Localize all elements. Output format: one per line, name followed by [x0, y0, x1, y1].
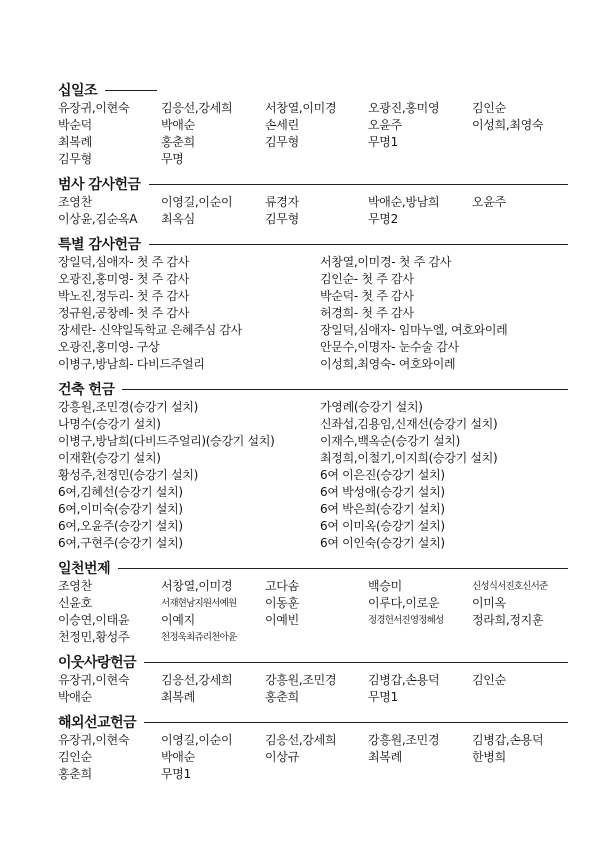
donor-entry: 박애순,방남희 [368, 195, 440, 209]
section-header [58, 174, 568, 194]
donor-entry: 이병구,방남희(다비드주얼리)(승강기 설치) [58, 434, 275, 448]
donor-entry: 장일덕,심애자- 첫 주 감사 [58, 255, 190, 269]
donor-entry: 서재현남지원서예원 [161, 598, 237, 609]
donor-entry: 이영길,이순이 [161, 733, 233, 747]
donor-entry: 이예지 [161, 613, 195, 627]
section-divider [118, 568, 568, 569]
donor-entry: 최복례 [58, 135, 92, 149]
donor-entry: 6여 이인숙(승강기 설치) [320, 536, 445, 550]
offering-section [58, 712, 568, 783]
donor-entry: 오광진,홍미영- 첫 주 감사 [58, 272, 190, 286]
donor-entry: 6여,김혜선(승강기 설치) [58, 485, 183, 499]
section-title: 건축 헌금 [58, 382, 115, 398]
donor-entry: 신윤호 [58, 596, 92, 610]
donor-entry: 나명수(승강기 설치) [58, 417, 161, 431]
donor-entry: 정라희,정지훈 [472, 613, 544, 627]
donor-entry: 이병구,방남희- 다비드주얼리 [58, 357, 205, 371]
donor-entry: 강흥원,조민경(승강기 설치) [58, 400, 199, 414]
donor-entry: 고다솜 [265, 579, 299, 593]
donor-entry: 손세린 [265, 118, 299, 132]
donor-entry: 박애순 [161, 750, 195, 764]
donor-entry: 김인순 [472, 673, 506, 687]
donor-entry: 서창열,이미경 [161, 579, 233, 593]
section-title: 일천번제 [58, 561, 111, 577]
donor-entry: 이승연,이태윤 [58, 613, 130, 627]
donor-entry: 강흥원,조민경 [368, 733, 440, 747]
donor-entry: 이루다,이로운 [368, 596, 440, 610]
section-title: 특별 감사헌금 [58, 237, 141, 253]
donor-entry [368, 629, 472, 646]
donor-entry [265, 151, 368, 168]
donor-entry: 최옥심 [161, 212, 195, 226]
name-grid [58, 672, 568, 706]
donor-entry: 유장귀,이현숙 [58, 673, 130, 687]
section-title: 해외선교헌금 [58, 715, 137, 731]
offering-section [58, 652, 568, 706]
donor-entry: 무명1 [368, 135, 398, 149]
donor-entry [472, 134, 572, 151]
donor-entry: 서창열,이미경- 첫 주 감사 [320, 255, 452, 269]
section-header [58, 558, 568, 578]
donor-entry: 이예빈 [265, 613, 299, 627]
donor-entry [472, 151, 572, 168]
section-divider [149, 184, 568, 185]
donor-entry: 박순덕 [58, 118, 92, 132]
donor-entry: 이성희,최영숙 [472, 118, 544, 132]
name-grid [58, 100, 568, 168]
donor-entry: 김인순 [472, 101, 506, 115]
donor-entry: 6여 박은희(승강기 설치) [320, 502, 445, 516]
donor-entry: 안문수,이명자- 눈수술 감사 [320, 340, 459, 354]
donor-entry: 이재수,백옥순(승강기 설치) [320, 434, 461, 448]
donor-entry: 한병희 [472, 750, 506, 764]
donor-entry: 6여,오윤주(승강기 설치) [58, 519, 183, 533]
section-divider [122, 389, 568, 390]
donor-entry: 류경자 [265, 195, 299, 209]
donor-entry: 6여 이은진(승강기 설치) [320, 468, 445, 482]
section-header [58, 80, 568, 100]
donor-entry: 오윤주 [472, 195, 506, 209]
section-divider [105, 90, 157, 91]
donor-entry: 오광진,홍미영 [368, 101, 440, 115]
donor-entry: 이상윤,김순옥A [58, 212, 138, 226]
donor-entry: 허경희- 첫 주 감사 [320, 306, 414, 320]
donor-entry: 정규원,공창례- 첫 주 감사 [58, 306, 190, 320]
section-divider [149, 244, 568, 245]
offering-section [58, 234, 568, 373]
donor-entry: 김응선,강세희 [265, 733, 337, 747]
donor-entry [265, 629, 368, 646]
name-grid [58, 254, 568, 373]
donor-entry: 홍춘희 [265, 690, 299, 704]
donor-entry [472, 211, 572, 228]
donor-entry: 최복례 [161, 690, 195, 704]
donor-entry: 무명1 [368, 690, 398, 704]
donor-entry: 최복례 [368, 750, 402, 764]
section-header [58, 234, 568, 254]
offering-section [58, 174, 568, 228]
donor-entry: 이성희,최영숙- 여호와이레 [320, 357, 456, 371]
donor-entry: 황성주,천정민(승강기 설치) [58, 468, 199, 482]
donor-entry: 6여,구현주(승강기 설치) [58, 536, 183, 550]
donor-entry: 6여 이미옥(승강기 설치) [320, 519, 445, 533]
donor-entry: 이상규 [265, 750, 299, 764]
donor-entry: 박노진,정두리- 첫 주 감사 [58, 289, 190, 303]
donor-entry: 김무형 [265, 212, 299, 226]
donor-entry: 장세란- 신약일독학교 은혜주심 감사 [58, 323, 242, 337]
donor-entry: 유장귀,이현숙 [58, 733, 130, 747]
donor-entry [472, 766, 572, 783]
section-title: 십일조 [58, 83, 98, 99]
section-header [58, 379, 568, 399]
donor-entry: 김응선,강세희 [161, 101, 233, 115]
donor-entry: 무명 [161, 152, 184, 166]
donor-entry: 조영찬 [58, 195, 92, 209]
donor-entry: 무명1 [161, 767, 191, 781]
donor-entry [265, 766, 368, 783]
section-header [58, 712, 568, 732]
section-title: 범사 감사헌금 [58, 177, 141, 193]
section-title: 이웃사랑헌금 [58, 655, 137, 671]
section-divider [144, 662, 568, 663]
name-grid [58, 399, 568, 552]
offering-section [58, 379, 568, 552]
offering-section [58, 80, 568, 168]
donor-entry: 오윤주 [368, 118, 402, 132]
donor-entry: 최정희,이철기,이지희(승강기 설치) [320, 451, 498, 465]
donor-entry: 조영찬 [58, 579, 92, 593]
donor-entry: 유장귀,이현숙 [58, 101, 130, 115]
name-grid [58, 732, 568, 783]
donor-entry: 김인순 [58, 750, 92, 764]
donor-entry [472, 689, 572, 706]
donor-entry: 천정욱최쥬리천아윤 [161, 632, 237, 643]
donor-entry: 이영길,이순이 [161, 195, 233, 209]
donor-entry: 김무형 [265, 135, 299, 149]
donor-entry: 이동훈 [265, 596, 299, 610]
donor-entry: 박순덕- 첫 주 감사 [320, 289, 414, 303]
donor-entry: 신성식서진호신서준 [472, 581, 548, 592]
donor-entry: 정경헌서진영정혜성 [368, 615, 444, 626]
section-header [58, 652, 568, 672]
donor-entry: 김응선,강세희 [161, 673, 233, 687]
donor-entry: 이미옥 [472, 596, 506, 610]
donor-entry: 백승미 [368, 579, 402, 593]
donor-entry: 김인순- 첫 주 감사 [320, 272, 414, 286]
name-grid [58, 578, 568, 646]
donor-entry: 홍춘희 [58, 767, 92, 781]
donor-entry: 장일덕,심애자- 임마누엘, 여호와이레 [320, 323, 508, 337]
donor-entry: 김병갑,손용덕 [368, 673, 440, 687]
donor-entry: 6여 박성애(승강기 설치) [320, 485, 445, 499]
donor-entry: 6여,이미숙(승강기 설치) [58, 502, 183, 516]
donor-entry: 김병갑,손용덕 [472, 733, 544, 747]
donor-entry: 이재환(승강기 설치) [58, 451, 161, 465]
offering-list [58, 78, 568, 789]
donor-entry: 신좌섭,김용임,신재선(승강기 설치) [320, 417, 498, 431]
donor-entry: 오광진,홍미영- 구상 [58, 340, 160, 354]
donor-entry: 강흥원,조민경 [265, 673, 337, 687]
name-grid [58, 194, 568, 228]
donor-entry: 천정민,황성주 [58, 630, 130, 644]
section-divider [144, 722, 568, 723]
donor-entry: 박애순 [161, 118, 195, 132]
offering-section [58, 558, 568, 646]
donor-entry: 김무형 [58, 152, 92, 166]
donor-entry: 무명2 [368, 212, 398, 226]
donor-entry: 홍춘희 [161, 135, 195, 149]
donor-entry: 박애순 [58, 690, 92, 704]
donor-entry [472, 629, 572, 646]
donor-entry [368, 766, 472, 783]
donor-entry: 가영례(승강기 설치) [320, 400, 423, 414]
donor-entry [368, 151, 472, 168]
donor-entry: 서창열,이미경 [265, 101, 337, 115]
